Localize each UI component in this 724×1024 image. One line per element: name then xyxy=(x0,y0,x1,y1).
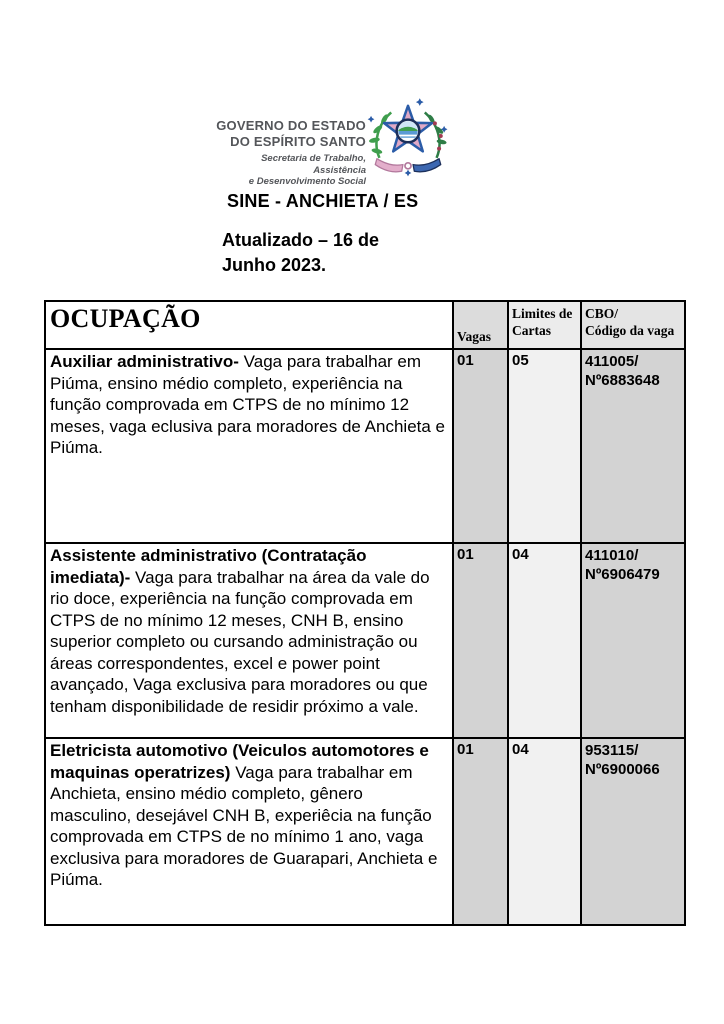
vagas-cell: 01 xyxy=(453,543,508,738)
cbo-cell xyxy=(581,543,685,738)
cbo-cell xyxy=(581,738,685,925)
column-header-limites xyxy=(508,301,581,349)
cbo-header-line-1: CBO/ xyxy=(585,306,619,321)
limites-header-line-2: Cartas xyxy=(512,323,551,338)
job-description: Vaga para trabalhar em Anchieta, ensino médio completo, gênero masculino, desejável CNH B, experiêcia na função comprovada em CTPS de no mínimo 1 ano, vaga exclusiva para moradores de Guarapari, Anchieta e Piúma. xyxy=(50,762,438,889)
job-title: Auxiliar administrativo- xyxy=(50,352,239,371)
cbo-header-line-2: Código da vaga xyxy=(585,323,675,338)
logo-line-2: DO ESPÍRITO SANTO xyxy=(230,134,366,149)
job-description: Vaga para trabalhar na área da vale do rio doce, experiência na função comprovada em CTPS de no mínimo 12 meses, CNH B, ensino superior completo ou cursando administração ou áreas correspondentes, excel e power point avançado, Vaga exclusiva para moradores ou que tenham disponibilidade de residir próximo a vale. xyxy=(50,567,430,716)
cbo-code: 411010/ xyxy=(585,547,639,564)
logo-line-3: Secretaria de Trabalho, Assistência xyxy=(261,153,366,176)
limites-header-line-1: Limites de xyxy=(512,306,573,321)
column-header-cbo xyxy=(581,301,685,349)
vaga-number: Nº6900066 xyxy=(585,761,660,778)
column-header-ocupacao: OCUPAÇÃO xyxy=(45,301,453,349)
page-title: SINE - ANCHIETA / ES xyxy=(227,191,419,211)
job-description-cell xyxy=(45,543,453,738)
limites-cell: 04 xyxy=(508,543,581,738)
government-logo-text xyxy=(214,118,366,188)
table-row-eletricista-automotivo xyxy=(45,738,685,925)
job-title: Eletricista automotivo (Veiculos automotores e maquinas operatrizes) xyxy=(50,741,429,782)
espirito-santo-emblem-icon xyxy=(366,92,450,180)
updated-date-line-2: Junho 2023. xyxy=(222,255,327,275)
vaga-number: Nº6883648 xyxy=(585,372,660,389)
job-description: Vaga para trabalhar em Piúma, ensino médio completo, experiência na função comprovada em CTPS de no mínimo 12 meses, vaga eclusiva para moradores de Anchieta e Piúma. xyxy=(50,352,446,457)
table-header-row xyxy=(45,301,685,349)
job-description-cell xyxy=(45,349,453,543)
column-header-vagas: Vagas xyxy=(453,301,508,349)
job-title: Assistente administrativo (Contratação imediata)- xyxy=(50,546,367,587)
job-description-cell xyxy=(45,738,453,925)
table-row-auxiliar-administrativo xyxy=(45,349,685,543)
cbo-cell xyxy=(581,349,685,543)
logo-line-4: e Desenvolvimento Social xyxy=(248,176,366,187)
vaga-number: Nº6906479 xyxy=(585,566,660,583)
updated-date xyxy=(222,228,379,278)
vacancies-table xyxy=(44,300,686,926)
logo-line-1: GOVERNO DO ESTADO xyxy=(216,118,366,133)
vagas-cell: 01 xyxy=(453,349,508,543)
updated-date-line-1: Atualizado – 16 de xyxy=(222,230,380,250)
cbo-code: 411005/ xyxy=(585,353,639,370)
limites-cell: 05 xyxy=(508,349,581,543)
table-row-assistente-administrativo xyxy=(45,543,685,738)
cbo-code: 953115/ xyxy=(585,742,639,759)
limites-cell: 04 xyxy=(508,738,581,925)
vagas-cell: 01 xyxy=(453,738,508,925)
